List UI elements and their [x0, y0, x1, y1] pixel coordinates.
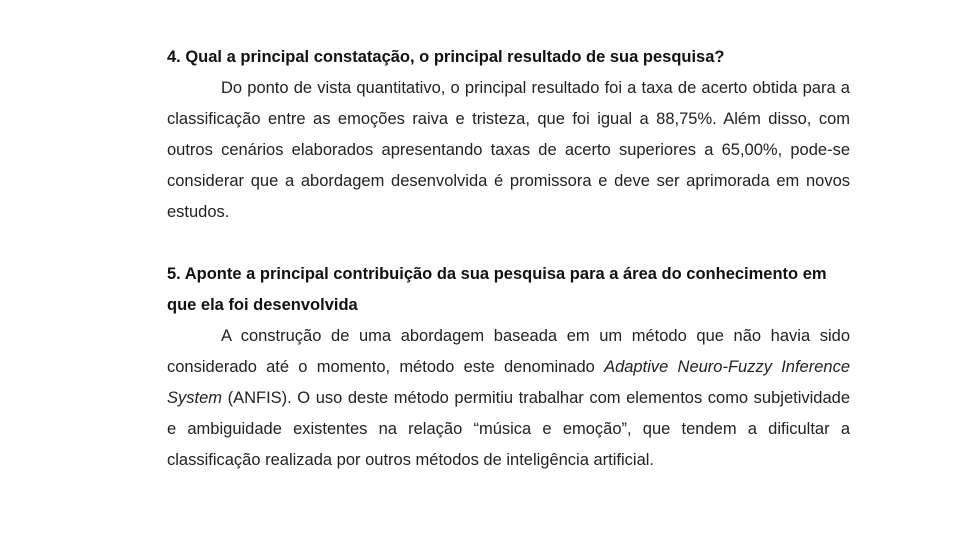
question-4-heading: 4. Qual a principal constatação, o principal resultado de sua pesquisa?	[167, 48, 725, 66]
question-5-answer-part1: A construção de uma abordagem baseada em um método que não havia sido considerado até o momento, método este denominado	[167, 327, 850, 376]
question-5-answer	[167, 321, 850, 476]
question-5-answer-method-name: Adaptive Neuro-Fuzzy Inference System	[167, 358, 850, 407]
question-4-answer: Do ponto de vista quantitativo, o principal resultado foi a taxa de acerto obtida para a classificação entre as emoções raiva e tristeza, que foi igual a 88,75%. Além disso, com outros cenários elaborados apresentando taxas de acerto superiores a 65,00%, pode-se considerar que a abordagem desenvolvida é promissora e deve ser aprimorada em novos estudos.	[167, 79, 850, 221]
question-5-section	[167, 259, 850, 476]
question-4-section	[167, 42, 850, 228]
question-5-answer-part2: (ANFIS). O uso deste método permitiu trabalhar com elementos como subjetividade e ambiguidade existentes na relação “música e emoção”, que tendem a dificultar a classificação realizada por outros métodos de inteligência artificial.	[167, 389, 850, 469]
question-5-heading: 5. Aponte a principal contribuição da sua pesquisa para a área do conhecimento em que ela foi desenvolvida	[167, 265, 827, 314]
document-page	[167, 42, 850, 476]
